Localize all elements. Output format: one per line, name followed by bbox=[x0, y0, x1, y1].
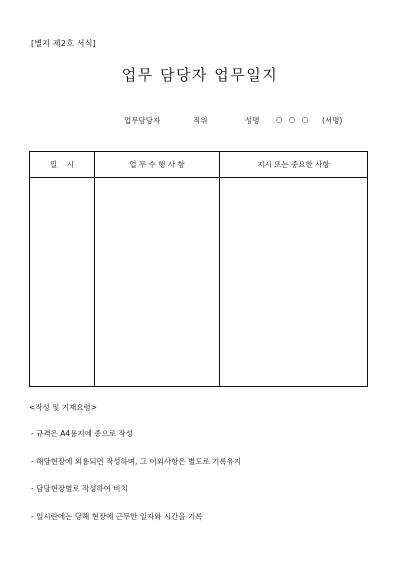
list-item: - 규격은 A4용지에 종으로 작성 bbox=[31, 429, 133, 438]
notes-heading: <작성 및 기재요령> bbox=[29, 403, 98, 412]
cell-date[interactable] bbox=[30, 178, 95, 387]
sign-label: (서명) bbox=[322, 116, 343, 125]
cell-instructions[interactable] bbox=[220, 178, 368, 387]
header-task: 업 무 수 행 사 항 bbox=[95, 152, 220, 178]
table-row bbox=[30, 178, 368, 387]
notes-list bbox=[31, 428, 241, 538]
work-log-table bbox=[29, 151, 368, 387]
form-number-label: [별지 제2호 서식] bbox=[31, 39, 96, 48]
header-instructions: 지시 또는 중요한 사항 bbox=[220, 152, 368, 178]
list-item: - 담당현장별로 작성하여 비치 bbox=[31, 484, 128, 493]
list-item: - 일시란에는 당해 현장에 근무한 일자와 시간을 기록 bbox=[31, 511, 203, 521]
name-label: 성명 bbox=[245, 116, 260, 125]
cell-task[interactable] bbox=[95, 178, 220, 387]
list-item: - 해당현장에 외용되면 작성하며, 그 이외사항은 별도로 기록유지 bbox=[31, 456, 242, 466]
header-date: 일 시 bbox=[30, 152, 95, 178]
document-title: 업무 담당자 업무일지 bbox=[121, 66, 279, 84]
name-placeholder: ○ ○ ○ bbox=[276, 115, 311, 124]
manager-label: 업무담당자 bbox=[124, 116, 161, 125]
table-header-row bbox=[30, 152, 368, 178]
position-label: 직위 bbox=[193, 116, 208, 125]
